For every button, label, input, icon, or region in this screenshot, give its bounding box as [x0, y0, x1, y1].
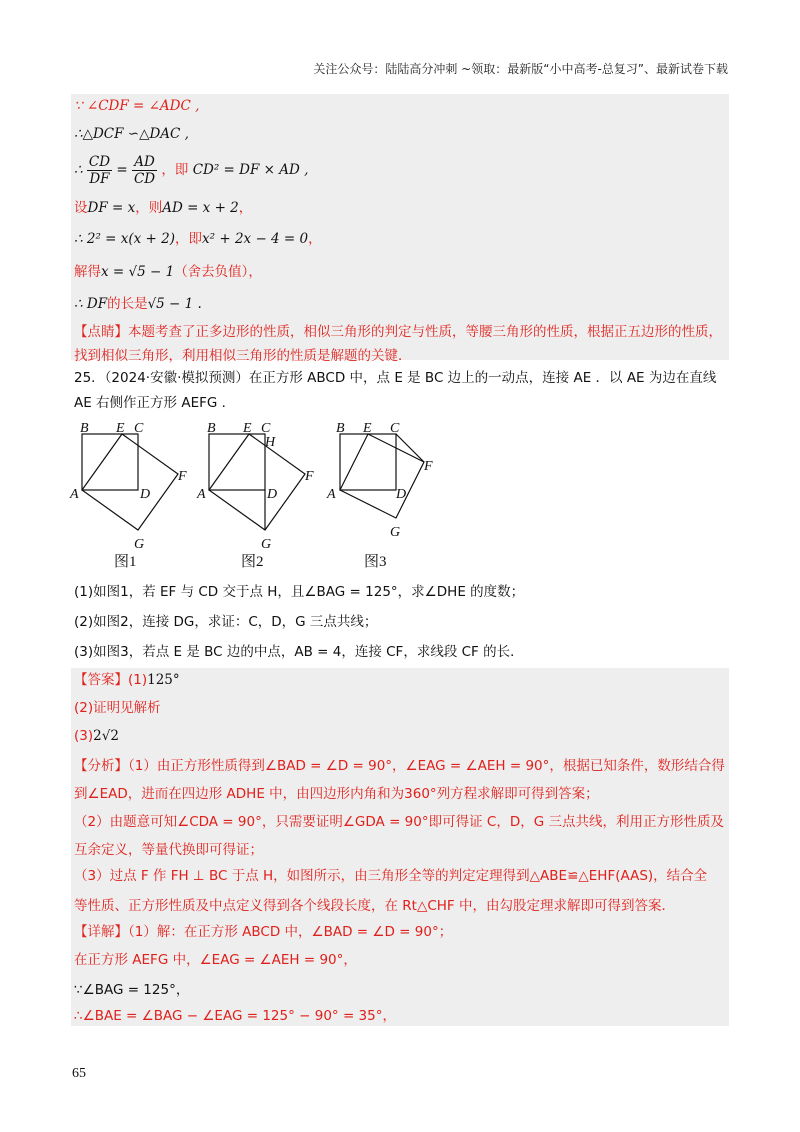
figure-1 [82, 434, 178, 530]
detail-line-1: 【详解】（1）解：在正方形 ABCD 中，∠BAD = ∠D = 90°； [74, 924, 453, 940]
solution-line-6: 解得x = √5 − 1（舍去负值）， [74, 264, 262, 280]
analysis-line-2: （2）由题意可知∠CDA = 90°，只需要证明∠GDA = 90°即可得证 C，D，G 三点共线，利用正方形性质及 [74, 814, 724, 830]
solution-line-7: ∴ DF的长是√5 − 1 . [74, 296, 202, 312]
fig1-label-A: A [70, 487, 79, 502]
fig3-label-D: D [396, 487, 407, 502]
fig2-label-A: A [197, 487, 206, 502]
fig1-label-D: D [140, 487, 151, 502]
fig3-caption: 图3 [364, 554, 387, 570]
fig3-label-F: F [424, 459, 433, 474]
solution-line-5: ∴ 2² = x(x + 2)，即x² + 2x − 4 = 0， [74, 231, 322, 247]
fig2-caption: 图2 [241, 554, 264, 570]
fig2-label-H: H [265, 435, 276, 450]
fig3-label-A: A [327, 487, 336, 502]
analysis-line-3: （3）过点 F 作 FH ⊥ BC 于点 H，如图所示，由三角形全等的判定定理得到△ABE≌△EHF(AAS)，结合全 [74, 868, 708, 884]
question-2: (2)如图2，连接 DG，求证：C，D，G 三点共线； [74, 614, 378, 630]
answer-line-1: 【答案】(1)125° [74, 672, 180, 688]
fig3-label-G: G [390, 525, 401, 540]
solution-line-2: ∴△DCF ∽△DAC , [74, 126, 189, 142]
fig2-label-E: E [243, 421, 252, 436]
question-1: (1)如图1，若 EF 与 CD 交于点 H，且∠BAG = 125°，求∠DHE 的度数； [74, 584, 525, 600]
detail-line-3: ∵∠BAG = 125°， [74, 982, 190, 998]
problem-intro-2: AE 右侧作正方形 AEFG ． [74, 395, 236, 411]
analysis-line-2b: 互余定义，等量代换即可得证； [74, 842, 263, 858]
fig2-label-C: C [261, 421, 271, 436]
fig1-label-G: G [134, 537, 145, 552]
fig2-label-D: D [267, 487, 278, 502]
fraction-cd-df: $\frac{CD}{DF}$ [88, 153, 111, 187]
comment-paragraph: 【点睛】本题考查了正多边形的性质，相似三角形的判定与性质，等腰三角形的性质，根据正五边形的性质，找到相似三角形，利用相似三角形的性质是解题的关键． [74, 324, 722, 364]
fig1-label-F: F [178, 469, 187, 484]
figure-3-labels [326, 421, 433, 540]
fig2-label-F: F [305, 469, 314, 484]
fig3-label-C: C [390, 421, 400, 436]
answer-line-3: (3)2√2 [74, 728, 119, 744]
figure-3 [340, 434, 424, 518]
solution-line-3: ∴ $\frac{CD}{DF}$ = $\frac{AD}{CD}$ ，即 CD² = DF × AD , [74, 153, 309, 187]
detail-line-2: 在正方形 AEFG 中，∠EAG = ∠AEH = 90°， [74, 952, 357, 968]
fig2-label-B: B [207, 421, 216, 436]
geometry-figures [68, 418, 488, 578]
fraction-ad-cd: $\frac{AD}{CD}$ [133, 153, 156, 187]
solution-line-4: 设DF = x，则AD = x + 2， [74, 200, 253, 216]
fig1-label-B: B [80, 421, 89, 436]
detail-line-4: ∴∠BAE = ∠BAG − ∠EAG = 125° − 90° = 35°， [74, 1008, 396, 1024]
question-3: (3)如图3，若点 E 是 BC 边的中点，AB = 4，连接 CF，求线段 CF 的长． [74, 644, 524, 660]
answer-line-2: (2)证明见解析 [74, 700, 161, 716]
fig1-label-C: C [134, 421, 144, 436]
analysis-line-1: 【分析】（1）由正方形性质得到∠BAD = ∠D = 90°，∠EAG = ∠AEH = 90°，根据已知条件，数形结合得 [74, 758, 725, 774]
fig1-label-E: E [116, 421, 125, 436]
analysis-line-1b: 到∠EAD，进而在四边形 ADHE 中，由四边形内角和为360°列方程求解即可得到答案； [74, 786, 599, 802]
fig1-caption: 图1 [114, 554, 137, 570]
analysis-line-3b: 等性质、正方形性质及中点定义得到各个线段长度，在 Rt△CHF 中，由勾股定理求解即可得到答案． [74, 898, 675, 914]
solution-line-1: ∵ ∠CDF = ∠ADC , [74, 98, 200, 114]
problem-intro: 25．（2024·安徽·模拟预测）在正方形 ABCD 中，点 E 是 BC 边上的一动点，连接 AE ．以 AE 为边在直线 [74, 370, 717, 386]
fig3-label-B: B [336, 421, 345, 436]
fig3-label-E: E [363, 421, 372, 436]
fig2-label-G: G [261, 537, 272, 552]
page-header: 关注公众号：陆陆高分冲刺 ~领取：最新版“小中高考-总复习”、最新试卷下载 [313, 62, 728, 76]
figure-2 [209, 434, 305, 530]
page-number: 65 [72, 1066, 86, 1081]
